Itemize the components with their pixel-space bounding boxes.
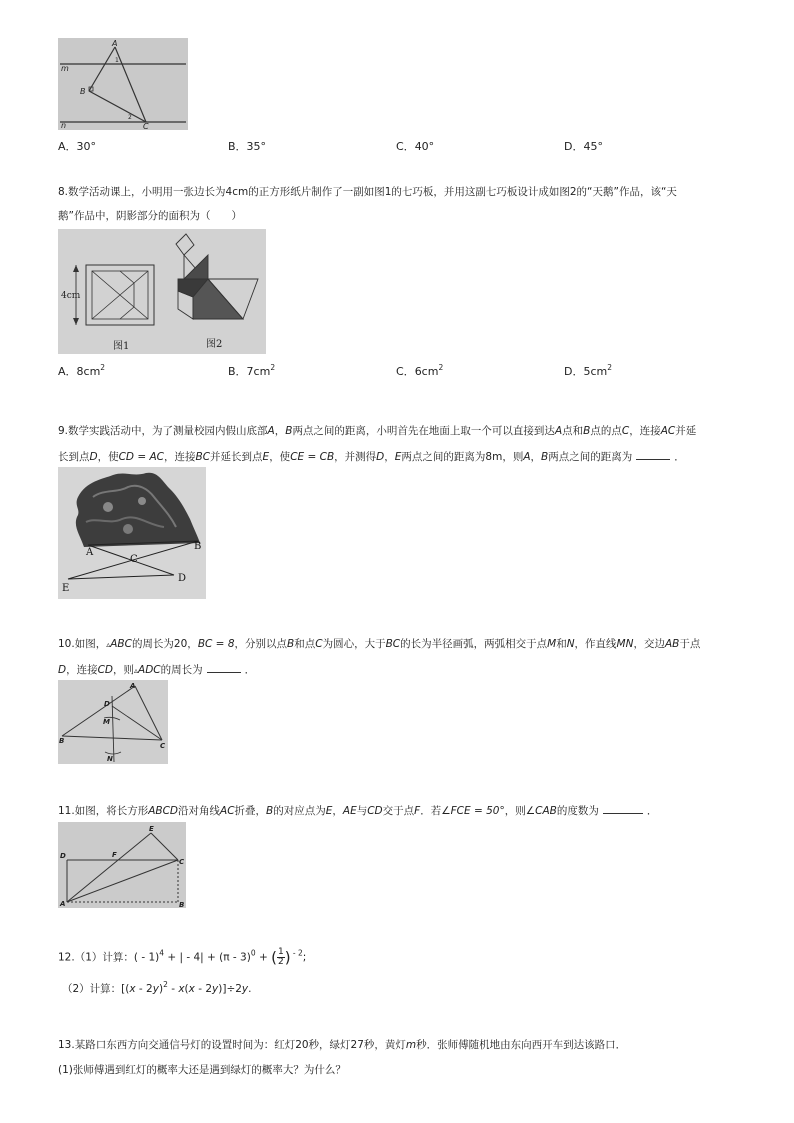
q9-stem-line2: 长到点D，使CD = AC，连接BC并延长到点E，使CE = CB，并测得D，E两点之间的距离为8m，则A，B两点之间的距离为 ． <box>58 451 685 463</box>
q7-label-a: A <box>112 39 118 48</box>
q10-label-n: N <box>107 755 113 763</box>
option-exponent: 2 <box>438 363 444 372</box>
q8-option-a[interactable] <box>58 363 105 379</box>
q11-label-f: F <box>112 851 117 859</box>
q9-label-c: C <box>130 554 138 565</box>
q9-label-e: E <box>62 583 70 594</box>
q7-label-c: C <box>143 122 149 130</box>
q10-label-a: A <box>130 682 136 690</box>
q7-label-m: m <box>61 64 69 73</box>
q9-figure <box>58 467 206 599</box>
q10-figure <box>58 680 168 764</box>
q11-label-d: D <box>60 852 66 860</box>
option-text: 7cm <box>246 365 271 378</box>
option-letter: B． <box>228 365 247 378</box>
q8-option-b[interactable] <box>228 363 275 379</box>
q7-option-d[interactable] <box>564 138 603 154</box>
q8-stem-line1: 8.数学活动课上，小明用一张边长为4cm的正方形纸片制作了一副如图1的七巧板，并用这副七巧板设计成如图2的“天鹅”作品，该“天 <box>58 186 677 198</box>
q11-figure <box>58 822 186 908</box>
q9-answer-blank[interactable] <box>636 449 670 460</box>
option-text: 5cm <box>583 365 608 378</box>
option-text: 8cm <box>76 365 101 378</box>
q10-answer-blank[interactable] <box>207 662 241 673</box>
q11-label-c: C <box>179 858 185 866</box>
q13-part1: (1)张师傅遇到红灯的概率大还是遇到绿灯的概率大？为什么？ <box>58 1064 346 1076</box>
q8-option-d[interactable] <box>564 363 612 379</box>
q11-answer-blank[interactable] <box>603 803 643 814</box>
q11-stem-line1: 11.如图，将长方形ABCD沿对角线AC折叠，B的对应点为E，AE与CD交于点F．若∠FCE = 50°，则∠CAB的度数为 ． <box>58 805 658 817</box>
q8-size-label: 4cm <box>61 291 81 301</box>
option-letter: A． <box>58 365 77 378</box>
option-letter: D． <box>564 365 584 378</box>
option-letter: D． <box>564 140 584 153</box>
q13-stem-line1: 13.某路口东西方向交通信号灯的设置时间为：红灯20秒，绿灯27秒，黄灯m秒．张师傅随机地由东向西开车到达该路口． <box>58 1039 627 1051</box>
option-text: 35° <box>246 140 267 153</box>
q8-stem-line2: 鹅”作品中，阴影部分的面积为（ ） <box>58 210 242 222</box>
q8-caption-2: 图2 <box>206 339 223 350</box>
q9-label-a: A <box>86 547 94 558</box>
option-letter: C． <box>396 365 415 378</box>
option-text: 6cm <box>414 365 439 378</box>
option-text: 30° <box>76 140 97 153</box>
q7-angle-1: 1 <box>115 57 119 64</box>
q7-figure <box>58 38 188 130</box>
q7-option-b[interactable] <box>228 138 266 154</box>
option-text: 40° <box>414 140 435 153</box>
option-letter: C． <box>396 140 415 153</box>
q7-option-c[interactable] <box>396 138 434 154</box>
q10-label-b: B <box>59 737 65 745</box>
q10-label-c: C <box>160 742 166 750</box>
q7-label-b: B <box>80 87 86 96</box>
q12-part1: 12.（1）计算：( - 1)$^4$ + | - 4| + (π - 3)$^0$ + ( $\frac{1}{2}$ ) $^{- 2}$; <box>58 947 307 967</box>
q9-label-d: D <box>178 573 187 584</box>
q7-label-n: n <box>61 121 67 130</box>
q11-label-b: B <box>179 901 185 908</box>
q12-part2: （2）计算：[(x - 2y)$^2$ - x(x - 2y)]÷2y. <box>62 980 252 995</box>
q7-option-a[interactable] <box>58 138 96 154</box>
q8-figure <box>58 229 266 354</box>
q11-label-a: A <box>60 900 66 908</box>
option-exponent: 2 <box>607 363 613 372</box>
option-exponent: 2 <box>270 363 276 372</box>
option-text: 45° <box>583 140 603 153</box>
q10-stem-line2: D，连接CD，则▵ADC的周长为 ． <box>58 664 256 676</box>
q10-label-m: M <box>103 718 110 726</box>
option-letter: A． <box>58 140 77 153</box>
fraction-one-half: $\frac{1}{2}$ <box>277 947 284 967</box>
option-exponent: 2 <box>100 363 106 372</box>
q9-stem-line1: 9.数学实践活动中，为了测量校园内假山底部A，B两点之间的距离，小明首先在地面上取一个可以直接到达A点和B点的点C，连接AC并延 <box>58 425 697 437</box>
q10-stem-line1: 10.如图，▵ABC的周长为20，BC = 8，分别以点B和点C为圆心，大于BC的长为半径画弧，两弧相交于点M和N，作直线MN，交边AB于点 <box>58 638 701 650</box>
option-letter: B． <box>228 140 247 153</box>
q7-angle-2: 2 <box>128 114 132 121</box>
q11-label-e: E <box>149 825 154 833</box>
q9-label-b: B <box>194 541 202 552</box>
q8-option-c[interactable] <box>396 363 443 379</box>
q10-label-d: D <box>104 700 110 708</box>
q8-caption-1: 图1 <box>113 341 130 352</box>
